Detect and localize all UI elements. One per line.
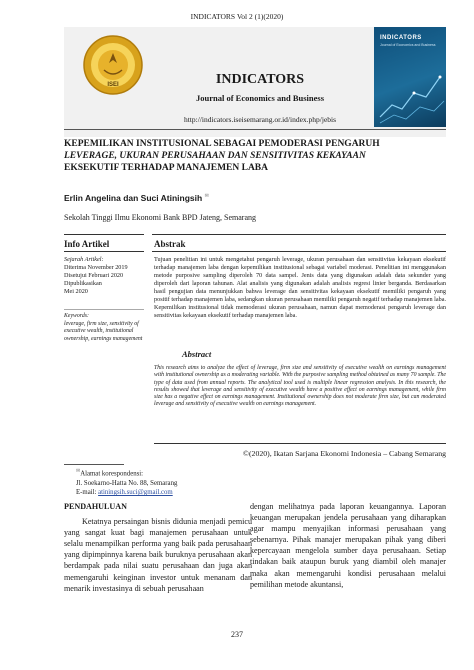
body-column-right <box>250 501 446 590</box>
abstract-indonesian: Tujuan penelitian ini untuk mengetahui pengaruh leverage, ukuran perusahaan dan sensitivitas kekayaan eksekutif terhadap manajemen laba dengan kepemilikan institusional sebagai variabel moderasi. Penelitian ini menggunakan metode purposive sampling diperoleh 70 data sampel. Jenis data yang digunakan adalah data sekunder yang diperoleh dari laporan tahunan. Alat analisis yang digunakan adalah analisis regresi linier berganda. Berdasarkan hasil pengujian data menunjukkan bahwa leverage dan sensitivitas kekayaan eksekutif memiliki pengaruh yang positif terhadap manajemen laba, sedangkan ukuran perusahaan memiliki pengaruh negatif terhadap manajemen laba. Kepemilikan institusional tidak memoderasi ukuran perusahaan, namun dapat memoderasi pengaruh leverage dan sensitivitas kekayaan eksekutif terhadap manajemen laba. <box>154 256 446 319</box>
correspondence-address: Jl. Soekarno-Hatta No. 88, Semarang <box>76 479 178 487</box>
body-column-left <box>64 501 252 594</box>
abstract-divider-bottom <box>152 251 446 252</box>
article-title-line-2: LEVERAGE, UKURAN PERUSAHAAN DAN SENSITIVITAS KEKAYAAN <box>64 151 366 161</box>
article-title-line-1: KEPEMILIKAN INSTITUSIONAL SEBAGAI PEMODERASI PENGARUH <box>64 139 380 149</box>
journal-title: INDICATORS <box>215 72 305 87</box>
cover-title: INDICATORS <box>380 35 422 41</box>
info-divider-top <box>64 234 144 235</box>
history-accepted: Disetujui Februari 2020 <box>64 272 124 279</box>
correspondence-mark-icon-2: ✉ <box>76 469 81 474</box>
body-paragraph-left: Ketatnya persaingan bisnis didunia menjadi pemicu yang sangat kuat bagi manajemen perusahaan untuk selalu menampilkan performa yang baik pada perusahaan yang dipimpinnya karena baik buruknya perusahaan akan berdampak pada nilai suatu perusahaan dan juga akan memengaruhi keinginan investor untuk menanam dan menarik investasinya di sebuah perusahaan <box>64 517 252 593</box>
article-info-heading: Info Artikel <box>64 239 110 249</box>
info-divider-bottom <box>64 251 144 252</box>
journal-url[interactable]: http://indicators.iseisemarang.or.id/index.php/jebis <box>183 115 337 124</box>
copyright-notice: ©(2020), Ikatan Sarjana Ekonomi Indonesia – Cabang Semarang <box>243 449 446 458</box>
article-title-line-3: EKSEKUTIF TERHADAP MANAJEMEN LABA <box>64 163 269 173</box>
abstract-divider-end <box>154 443 446 444</box>
header-divider <box>64 129 446 130</box>
history-label: Sejarah Artikel: <box>64 256 104 263</box>
keywords-label: Keywords: <box>64 313 89 319</box>
affiliation: Sekolah Tinggi Ilmu Ekonomi Bank BPD Jateng, Semarang <box>64 213 256 222</box>
authors <box>64 193 209 203</box>
email-link[interactable]: atiningsih.suci@gmail.com <box>98 489 173 497</box>
isei-logo <box>82 34 144 96</box>
body-paragraph-right: dengan melihatnya pada laporan keuangannya. Laporan keuangan merupakan jendela perusahaan yang diharapkan agar mampu menyajikan informasi perusahaan yang sebenarnya. Pihak manajer merupakan pihak yang diberi kepercayaan mengelola sumber daya perusahaan. Setiap tindakan baik ataupun buruk yang diambil oleh manajer maka akan memengaruhi kondisi perusahaan melalui pemilihan metode akuntansi, <box>250 502 446 589</box>
abstract-english: This research aims to analyze the effect of leverage, firm size and sensitivity of executive wealth on earnings management with institutional ownership as a moderating variable. With the purposive sampling method obtained as many 70 sample. The type of data used from annual reports. The analytical tool used is multiple linear regression analysis. In this research, the results showed that leverage and sensitivity of executive wealth have a positive effect on earnings management, while firm size has a negative effect on earnings management. Institutional ownership does not moderate firm size, but can moderated leverage and sensitivity of executive wealth on earnings management. <box>154 365 446 408</box>
correspondence-divider <box>64 464 124 465</box>
abstract-heading: Abstrak <box>154 239 186 249</box>
page-number: 237 <box>231 630 243 639</box>
running-header: INDICATORS Vol 2 (1)(2020) <box>190 12 284 21</box>
logo-text: ISEI <box>107 82 119 88</box>
correspondence-mark-icon: ✉ <box>204 193 209 200</box>
keywords-divider <box>64 309 144 310</box>
history-received: Diterima November 2019 <box>64 264 128 271</box>
journal-subtitle: Journal of Economics and Business <box>196 93 324 103</box>
keywords <box>64 313 144 343</box>
author-names: Erlin Angelina dan Suci Atiningsih <box>64 193 203 203</box>
correspondence-label: Alamat korespondensi: <box>80 470 144 478</box>
article-title <box>64 138 446 174</box>
article-history <box>64 256 146 296</box>
abstract-english-heading: Abstract <box>182 349 212 359</box>
history-published: Dipublikasikan <box>64 280 102 287</box>
abstract-divider-top <box>152 234 446 235</box>
section-heading: PENDAHULUAN <box>64 502 127 511</box>
email-label: E-mail: <box>76 489 97 497</box>
keywords-list: leverage, firm size, sensitivity of executive wealth, institutional ownership, earnings management <box>64 320 143 342</box>
journal-cover-thumbnail <box>374 27 446 127</box>
correspondence-block <box>76 467 296 498</box>
history-published-date: Mei 2020 <box>64 288 88 295</box>
cover-subtitle: Journal of Economics and Business <box>380 43 436 47</box>
